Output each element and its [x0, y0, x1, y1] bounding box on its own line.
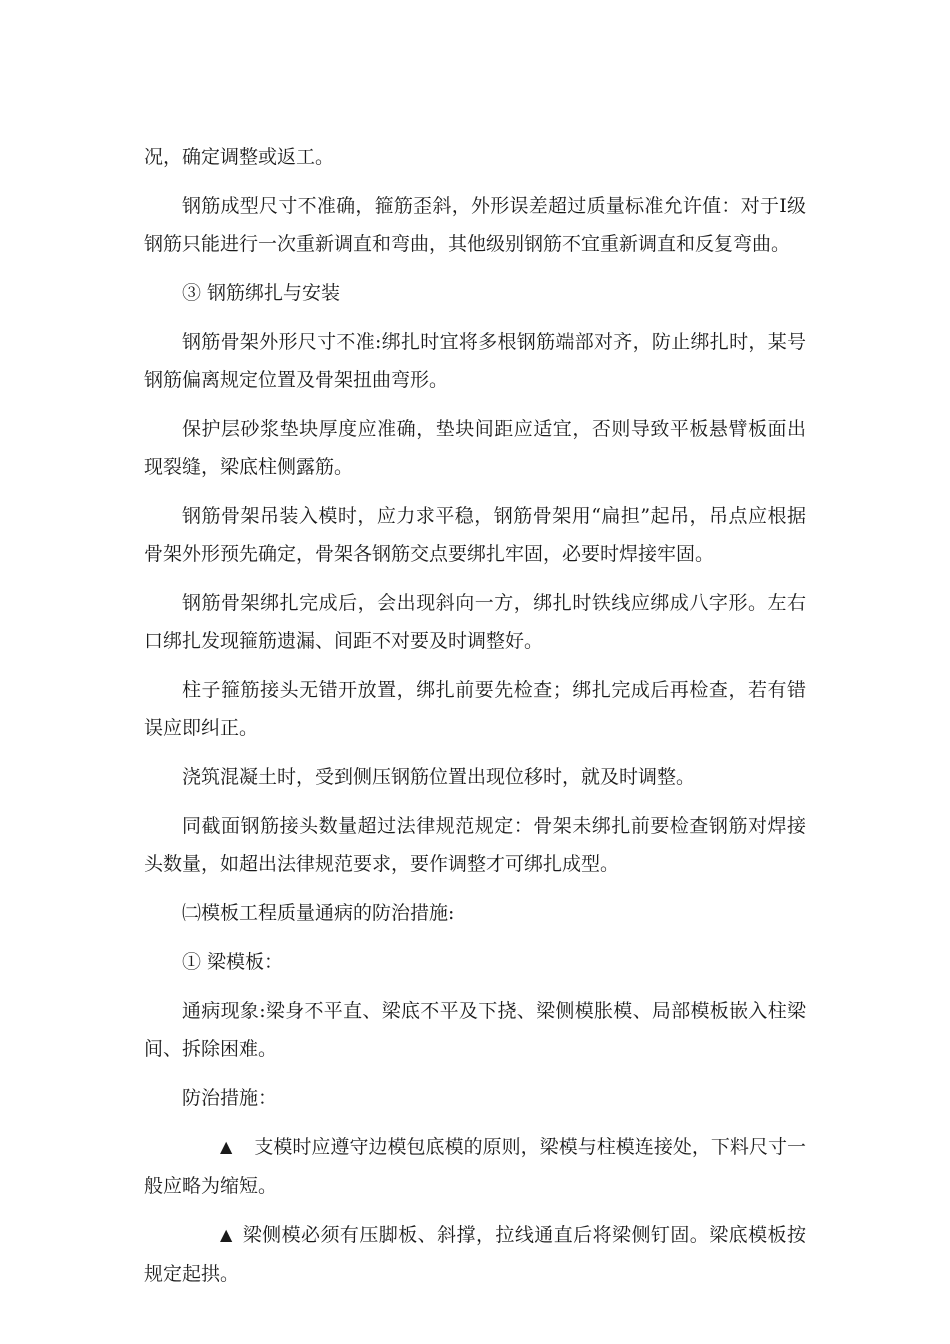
- heading-beam-formwork: ① 梁模板：: [182, 951, 284, 973]
- paragraph-continuation: 况，确定调整或返工。: [144, 146, 335, 168]
- paragraph-rebar-shape: 钢筋成型尺寸不准确，箍筋歪斜，外形误差超过质量标准允许值：对于Ⅰ级钢筋只能进行一次重新调直和弯曲，其他级别钢筋不宜重新调直和反复弯曲。: [144, 195, 806, 255]
- paragraph-stirrup-joints: 柱子箍筋接头无错开放置，绑扎前要先检查；绑扎完成后再检查，若有错误应即纠正。: [144, 679, 806, 739]
- heading-formwork-defects: ㈡模板工程质量通病的防治措施:: [182, 902, 455, 924]
- bullet-item: [144, 1128, 806, 1205]
- heading-prevention-measures: 防治措施：: [182, 1087, 278, 1109]
- paragraph-concrete-pouring: 浇筑混凝土时，受到侧压钢筋位置出现位移时，就及时调整。: [182, 766, 696, 788]
- paragraph-cage-dimensions: 钢筋骨架外形尺寸不准:绑扎时宜将多根钢筋端部对齐，防止绑扎时，某号钢筋偏离规定位置及骨架扭曲弯形。: [144, 331, 806, 391]
- bullet-text: 梁侧模必须有压脚板、斜撑，拉线通直后将梁侧钉固。梁底模板按规定起拱。: [144, 1224, 806, 1285]
- bullet-item: [144, 1216, 806, 1293]
- paragraph-cage-lifting: 钢筋骨架吊装入模时，应力求平稳，钢筋骨架用“扁担”起吊，吊点应根据骨架外形预先确定，骨架各钢筋交点要绑扎牢固，必要时焊接牢固。: [144, 505, 806, 565]
- paragraph-cover-blocks: 保护层砂浆垫块厚度应准确，垫块间距应适宜，否则导致平板悬臂板面出现裂缝，梁底柱侧露筋。: [144, 418, 806, 478]
- triangle-bullet-icon: ▲: [220, 1137, 233, 1156]
- bullet-text: 支模时应遵守边模包底模的原则，梁模与柱模连接处，下料尺寸一般应略为缩短。: [144, 1136, 806, 1197]
- heading-rebar-binding: ③ 钢筋绑扎与安装: [182, 282, 341, 304]
- document-body: [144, 138, 806, 1304]
- triangle-bullet-icon: ▲: [220, 1225, 233, 1244]
- paragraph-cage-skew: 钢筋骨架绑扎完成后，会出现斜向一方，绑扎时铁线应绑成八字形。左右口绑扎发现箍筋遗漏、间距不对要及时调整好。: [144, 592, 806, 652]
- paragraph-defect-symptoms: 通病现象:梁身不平直、梁底不平及下挠、梁侧模胀模、局部模板嵌入柱梁间、拆除困难。: [144, 1000, 806, 1060]
- paragraph-joint-count: 同截面钢筋接头数量超过法律规范规定：骨架未绑扎前要检查钢筋对焊接头数量，如超出法律规范要求，要作调整才可绑扎成型。: [144, 815, 806, 875]
